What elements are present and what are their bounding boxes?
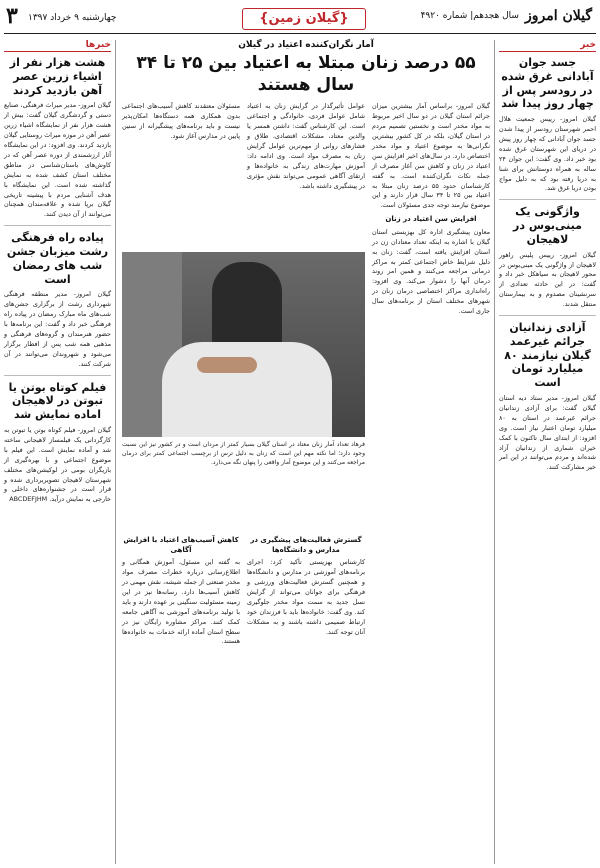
divider bbox=[4, 225, 111, 226]
article-kicker: آمار نگران‌کننده اعتیاد در گیلان bbox=[238, 40, 374, 50]
article-paragraph: معاون پیشگیری اداره کل بهزیستی استان گیلان با اشاره به اینکه تعداد معتادان زن در استان افزایش یافته است، گفت: زنان به دلیل شرایط خاص اجتماعی کمتر به مراکز درمانی مراجعه می‌کنند و همین امر روند درمان آنها را دشوار می‌کند. وی افزود: راه‌اندازی مراکز اختصاصی درمان زنان در شهرهای مختلف استان از برنامه‌های سال جاری است. bbox=[372, 227, 490, 316]
section-title: {گیلان زمین} bbox=[242, 8, 366, 30]
article-paragraph: مسئولان معتقدند کاهش آسیب‌های اجتماعی بدون همکاری همه دستگاه‌ها امکان‌پذیر نیست و باید برنامه‌های پیشگیرانه از سنین پایین در مدارس آغاز شود. bbox=[122, 102, 240, 140]
news-title: فیلم کوتاه بوتن یا تبوتن در لاهیجان اماده نمایش شد bbox=[8, 380, 107, 422]
divider bbox=[4, 375, 111, 376]
article-headline: ۵۵ درصد زنان مبتلا به اعتیاد بین ۲۵ تا ۳۴ سال هستند bbox=[136, 53, 476, 96]
divider bbox=[499, 199, 596, 200]
news-body: گیلان امروز- رییس پلیس راهور لاهیجان از واژگونی یک مینی‌بوس در محور لاهیجان به سیاهکل خبر داد و گفت: در این حادثه تعدادی از سرنشینان مصدوم و به بیمارستان منتقل شدند. bbox=[499, 250, 596, 309]
news-body: گیلان امروز- مدیر منطقه فرهنگی شهرداری رشت از برگزاری جشن‌های شب‌های ماه مبارک رمضان در پیاده راه فرهنگی خبر داد و گفت: این برنامه‌ها با حضور هنرمندان و گروه‌های فرهنگی و مذهبی همه شب پس از افطار برگزار می‌شود و شهروندان می‌توانند در آن شرکت کنند. bbox=[4, 290, 111, 368]
issue-number: سال هجدهم| شماره ۴۹۲۰ bbox=[420, 11, 519, 21]
article-body bbox=[122, 102, 490, 868]
left-news-column bbox=[4, 40, 116, 864]
article-subhead: گسترش فعالیت‌های پیشگیری در مدارس و دانشگاه‌ها bbox=[250, 536, 362, 554]
news-body: گیلان امروز- مدیر ستاد دیه استان گیلان گفت: برای آزادی زندانیان جرائم غیرعمد در استان به ۸۰ میلیارد تومان اعتبار نیاز است. وی افزود: از ابتدای سال تاکنون با کمک خیران شماری از زندانیان آزاد شده‌اند و مردم می‌توانند در این امر خیر مشارکت کنند. bbox=[499, 393, 596, 472]
masthead bbox=[4, 4, 596, 34]
article-column bbox=[247, 102, 365, 191]
news-title: جسد جوان آبادانی غرق شده در رودسر پس از چهار روز پیدا شد bbox=[501, 56, 594, 111]
article-subhead: افزایش سن اعتیاد در زنان bbox=[385, 215, 477, 224]
article-photo bbox=[122, 252, 365, 437]
left-column-heading: خبرها bbox=[4, 40, 111, 52]
article-paragraph: عوامل تأثیرگذار در گرایش زنان به اعتیاد شامل عوامل فردی، خانوادگی و اجتماعی است. این کارشناس گفت: داشتن همسر یا والدین معتاد، مشکلات اقتصادی، طلاق و فشارهای روانی از مهم‌ترین عوامل گرایش زنان به مصرف مواد است. وی ادامه داد: آموزش مهارت‌های زندگی به خانواده‌ها و ارتقای آگاهی عمومی می‌تواند نقش مؤثری در پیشگیری داشته باشد. bbox=[247, 102, 365, 190]
article-subhead: کاهش آسیب‌های اعتیاد با افزایش آگاهی bbox=[123, 536, 239, 554]
issue-date: چهارشنبه ۹ خرداد ۱۳۹۷ bbox=[28, 13, 117, 23]
news-title: پیاده راه فرهنگی رشت میزبان جشن شب های رمضان است bbox=[6, 231, 109, 286]
article-column-lower bbox=[247, 532, 365, 637]
right-column-heading: خبر bbox=[499, 40, 596, 52]
news-body: گیلان امروز- رییس جمعیت هلال احمر شهرستان رودسر از پیدا شدن جسد جوان آبادانی که چهار روز پیش در دریای این شهرستان غرق شده بود خبر داد. وی گفت: این جوان ۲۴ ساله به همراه دوستانش برای شنا به دریا رفته بود که به دلیل مواج بودن دریا غرق شد. bbox=[499, 115, 596, 193]
divider bbox=[499, 315, 596, 316]
article-column-lower bbox=[122, 532, 240, 647]
article-column bbox=[372, 102, 490, 317]
article-paragraph: کارشناس بهزیستی تأکید کرد: اجرای برنامه‌های آموزشی در مدارس و دانشگاه‌ها و همچنین گسترش فعالیت‌های ورزشی و فرهنگی برای جوانان می‌تواند از گرایش نسل جدید به سمت مواد مخدر جلوگیری کند. وی گفت: خانواده‌ها باید با فرزندان خود ارتباط صمیمی داشته باشند و به مشکلات آنان توجه کنند. bbox=[247, 558, 365, 636]
news-title: هشت هزار نفر از اشیاء زرین عصر آهن بازدید کردند bbox=[9, 56, 106, 97]
newspaper-logo: گیلان امروز bbox=[524, 8, 592, 24]
article-paragraph: به گفته این مسئول، آموزش همگانی و اطلاع‌رسانی درباره خطرات مصرف مواد مخدر صنعتی از جمله شیشه، نقش مهمی در کاهش آسیب‌ها دارد. رسانه‌ها نیز در این زمینه مسئولیت سنگینی بر عهده دارند و باید با تولید برنامه‌های آموزشی به آگاهی جامعه کمک کنند. مراکز مشاوره رایگان نیز در سطح استان آماده ارائه خدمات به خانواده‌ها هستند. bbox=[122, 558, 240, 646]
news-title: آزادی زندانیان جرائم غیرعمد گیلان نیازمند ۸۰ میلیارد تومان است bbox=[504, 321, 591, 390]
article-paragraph: گیلان امروز- براساس آمار بیشترین میزان جرائم استان گیلان در دو سال اخیر مربوط به مواد مخدر است و نخستین تصمیم مردم در استان گیلان، بلکه در کل کشور بیشترین نگرانی‌ها به موضوع اعتیاد و مواد مخدر اختصاص دارد. در سال‌های اخیر افزایش سن اعتیاد در زنان و کاهش سن آغاز مصرف از جمله نکات نگران‌کننده است. به گفته کارشناسان حدود ۵۵ درصد زنان مبتلا به اعتیاد بین ۲۵ تا ۳۴ سال قرار دارند و این موضوع نیازمند توجه جدی مسئولان است. bbox=[372, 102, 491, 210]
news-title: واژگونی یک مینی‌بوس در لاهیجان bbox=[513, 205, 582, 246]
article-column bbox=[122, 102, 240, 142]
news-body: گیلان امروز- مدیر میراث فرهنگی، صنایع دستی و گردشگری گیلان گفت: بیش از هشت هزار نفر از نمایشگاه اشیاء زرین عصر آهن در موزه میراث روستایی گیلان بازدید کردند. وی افزود: در این نمایشگاه آثار ارزشمندی از دوره عصر آهن که در کاوش‌های باستان‌شناسی در مناطق مختلف استان کشف شده به نمایش گذاشته شده است. این نمایشگاه با هدف آشنایی مردم با پیشینه تاریخی گیلان برپا شده و علاقه‌مندان همچنان می‌توانند از آن دیدن کنند. bbox=[4, 101, 111, 219]
right-news-column bbox=[494, 40, 596, 864]
masthead-brand bbox=[421, 8, 592, 24]
page-number: ۳ bbox=[6, 3, 18, 29]
photo-hand bbox=[197, 357, 257, 373]
main-article bbox=[122, 40, 490, 864]
photo-caption: فرهاد تعداد آمار زنان معتاد در استان گیلان بسیار کمتر از مردان است و در کشور نیز این نسبت وجود دارد؛ اما نکته مهم این است که زنان به دلیل ترس از برچسب اجتماعی کمتر برای درمان مراجعه می‌کنند و این موضوع آمار واقعی را پنهان نگه می‌دارد. bbox=[122, 441, 365, 467]
news-body: گیلان امروز- فیلم کوتاه بوتن یا تبوتن به کارگردانی یک فیلمساز لاهیجانی ساخته شد و آماده نمایش است. این فیلم با موضوع اجتماعی و با بهره‌گیری از بازیگران بومی در لوکیشن‌های مختلف شهرستان لاهیجان تصویربرداری شده و قرار است در جشنواره‌های داخلی و خارجی به نمایش درآید. ABCDEFJHM bbox=[4, 425, 111, 504]
